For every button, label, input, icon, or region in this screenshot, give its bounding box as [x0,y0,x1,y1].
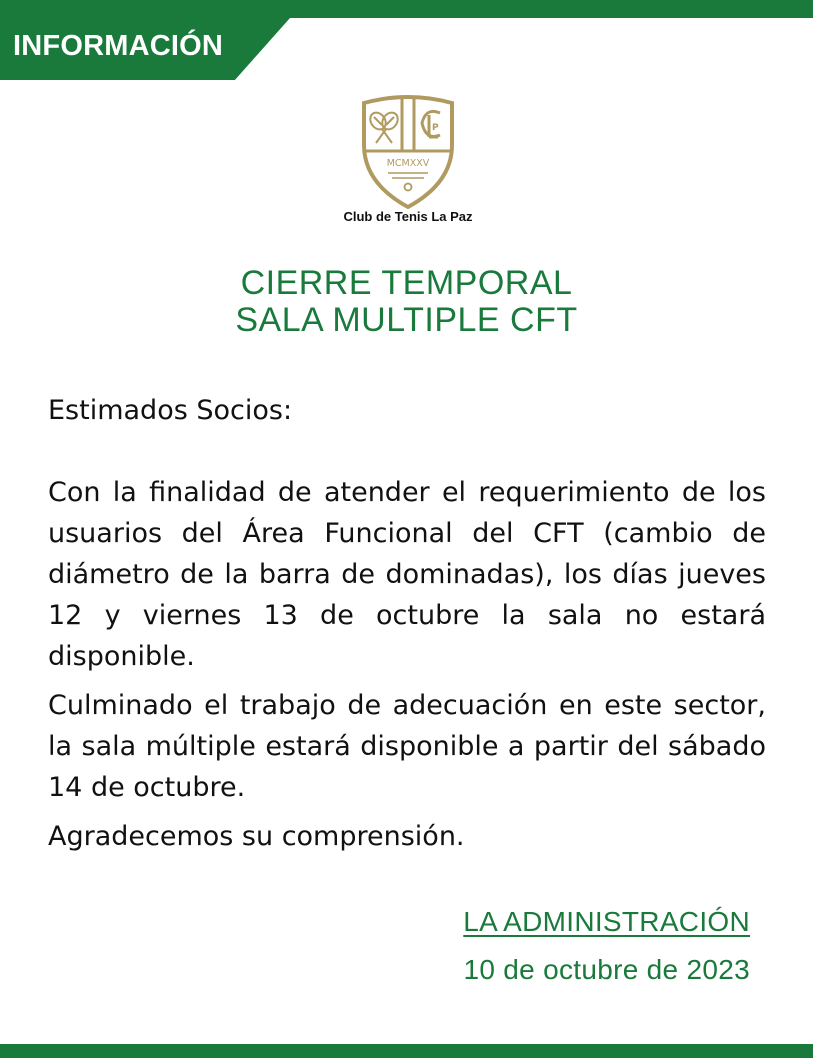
greeting: Estimados Socios: [48,395,293,426]
notice-title-line-2: SALA MULTIPLE CFT [235,301,578,339]
crest-year-text: MCMXXV [386,158,430,169]
notice-title [0,265,813,339]
club-crest-logo [356,93,460,209]
top-accent-bar [0,0,813,18]
paragraph-reopening: Culminado el trabajo de adecuación en este sector, la sala múltiple estará disponible a partir del sábado 14 de octubre. [48,690,766,803]
notice-body [48,390,766,857]
notice-title-line-1: CIERRE TEMPORAL [240,264,573,302]
paragraph-closure-details: Con la finalidad de atender el requerimiento de los usuarios del Área Funcional del CFT (cambio de diámetro de la barra de dominadas), los días jueves 12 y viernes 13 de octubre la sala no estará disponible. [48,477,766,672]
closing-line: Agradecemos su comprensión. [48,821,465,852]
notice-date: 10 de octubre de 2023 [463,954,750,985]
signature-block [463,898,750,994]
svg-text:P: P [432,123,439,133]
info-badge-label: INFORMACIÓN [13,30,224,62]
club-name: Club de Tenis La Paz [343,209,473,224]
signer-name: LA ADMINISTRACIÓN [463,906,750,937]
bottom-accent-bar [0,1044,813,1058]
